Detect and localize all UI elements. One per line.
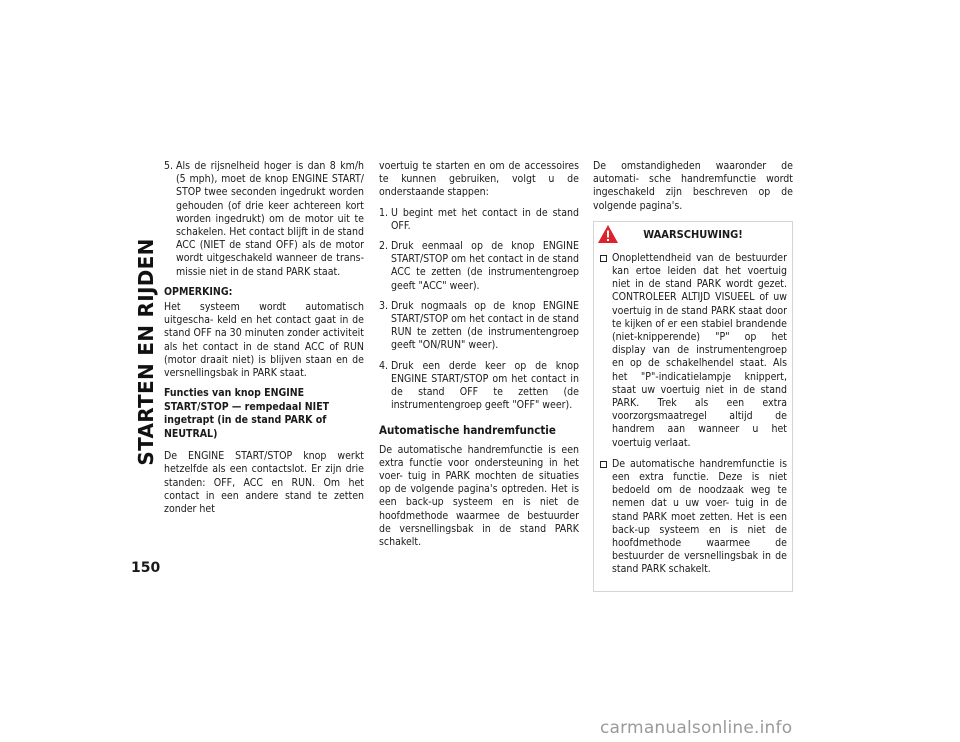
intro-paragraph: De omstandigheden waaronder de automati- sche handremfunctie wordt ingeschakeld zijn beschreven op de volgende pagina's. (593, 160, 793, 212)
list-text: U begint met het contact in de stand OFF. (391, 206, 579, 232)
paragraph-continued: voertuig te starten en om de accessoires te kunnen gebruiken, volgt u de onderstaande stappen: (379, 160, 579, 199)
list-text: Als de rijsnelheid hoger is dan 8 km/h (5 mph), moet de knop ENGINE START/ STOP twee seconden ingedrukt worden gehouden (of drie keer achtereen kort worden ingedrukt) om de motor uit te schakelen. Het contact blijft in de stand ACC (NIET de stand OFF) als de motor wordt uitgeschakeld wanneer de trans- missie niet in de stand PARK staat. (176, 160, 364, 278)
list-text: Druk een derde keer op de knop ENGINE START/STOP om het contact in de stand OFF te zetten (de instrumentengroep geeft "OFF" weer). (391, 359, 579, 412)
subheading: Functies van knop ENGINE START/STOP — rempedaal NIET ingetrapt (in de stand PARK of NEUTRAL) (164, 387, 330, 440)
list-item (379, 207, 579, 233)
warning-title: WAARSCHUWING! (643, 228, 743, 242)
warning-item (600, 252, 787, 450)
column-1 (164, 160, 364, 523)
warning-header (594, 222, 792, 248)
list-item (379, 300, 579, 353)
side-tab (131, 172, 161, 532)
list-item (379, 240, 579, 293)
bullet-box-icon (600, 461, 607, 468)
list-number: 1. (379, 206, 389, 219)
list-text: Druk nogmaals op de knop ENGINE START/STOP om het contact in de stand RUN te zetten (de instrumentengroep geeft "ON/RUN" weer). (391, 299, 579, 352)
warning-text: Onoplettendheid van de bestuurder kan ertoe leiden dat het voertuig niet in de stand PARK wordt gezet. CONTROLEER ALTIJD VISUEEL of uw voertuig in de stand PARK staat door te kijken of er een stabiel brandende (niet-knipperende) "P" op het display van de instrumentengroep en op de schakelhendel staat. Als het "P"-indicatielampje knippert, staat uw voertuig niet in de stand PARK. Trek als een extra voorzorgsmaatregel altijd de handrem aan wanneer u het voertuig verlaat. (612, 251, 787, 449)
watermark: carmanualsonline.info (600, 718, 793, 738)
list-number: 5. (164, 160, 174, 172)
column-2 (379, 160, 579, 556)
note-text: Het systeem wordt automatisch uitgescha- keld en het contact gaat in de stand OFF na 30 minuten zonder activiteit als het contact in de stand ACC of RUN (motor draait niet) is blijven staan en de versnellingsbak in PARK staat. (164, 301, 364, 380)
page-number: 150 (131, 560, 161, 576)
bullet-box-icon (600, 255, 607, 262)
list-number: 3. (379, 299, 389, 312)
warning-text: De automatische handremfunctie is een extra functie. Deze is niet bedoeld om de noodzaak weg te nemen dat u uw voer- tuig in de stand PARK moet zetten. Het is een back-up systeem en is niet de hoofdmethode waarmee de bestuurder de versnellingsbak in de stand PARK schakelt. (612, 457, 787, 576)
column-3 (593, 160, 793, 592)
list-item (379, 360, 579, 413)
section-paragraph: De automatische handremfunctie is een extra functie voor ondersteuning in het voer- tuig in PARK mochten de situaties op de volgende pagina's optreden. Het is een back-up systeem en is niet de hoofdmethode waarmee de bestuurder de versnellingsbak in de stand PARK schakelt. (379, 443, 579, 549)
list-number: 4. (379, 359, 389, 372)
list-number: 2. (379, 240, 389, 253)
warning-item (600, 458, 787, 577)
warning-box (593, 221, 793, 592)
list-item (164, 160, 364, 279)
note-heading: OPMERKING: (164, 285, 233, 298)
warning-triangle-icon (597, 224, 619, 244)
section-title: Automatische handremfunctie (379, 423, 556, 438)
list-text: Druk eenmaal op de knop ENGINE START/STOP om het contact in de stand ACC te zetten (de instrumentengroep geeft "ACC" weer). (391, 240, 579, 292)
side-tab-label: STARTEN EN RIJDEN (134, 238, 158, 466)
paragraph: De ENGINE START/STOP knop werkt hetzelfde als een contactslot. Er zijn drie standen: OFF, ACC en RUN. Om het contact in een andere stand te zetten zonder het (164, 450, 364, 516)
